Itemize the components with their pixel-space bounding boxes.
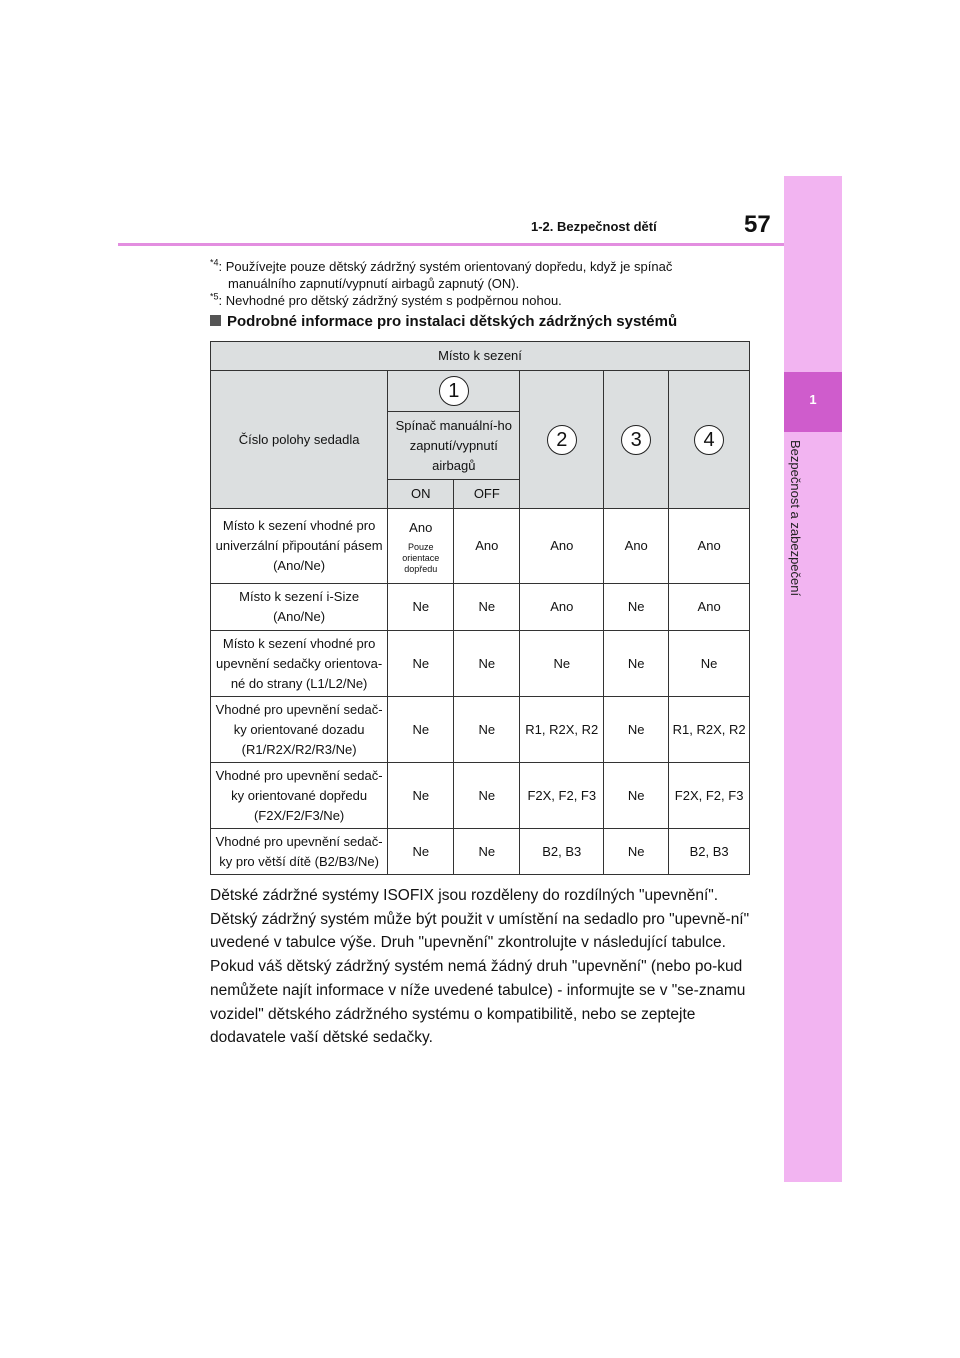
row-label: Vhodné pro upevnění sedač-ky orientované dopředu (F2X/F2/F3/Ne) [211,763,388,829]
cell-p3: Ne [604,697,669,763]
cell-on: Ne [388,829,454,875]
cell-on: Ne [388,697,454,763]
chapter-number: 1 [809,392,817,407]
cell-p4: Ano [669,584,750,631]
body-paragraph: Dětské zádržné systémy ISOFIX jsou rozděleny do rozdílných "upevnění". Dětský zádržný systém může být použit v umístění na sedadlo pro "upevně-ní" uvedené v tabulce výše. Druh "upevnění" zkontrolujte v následující tabulce. Pokud váš dětský zádržný systém nemá žádný druh "upevnění" (nebo po-kud nemůžete najít informace v níže uvedené tabulce) - informujte se v "se-znamu vozidel" dětského zádržného systému o kompatibilitě, nebo se zeptejte dodavatele vaší dětské sedačky. [210,887,750,1047]
off-label: OFF [454,480,520,509]
table-row [211,631,750,697]
cell-off: Ne [454,584,520,631]
cell-on: Ne [388,584,454,631]
cell-on: Ano Pouze orientace dopředu [388,509,454,584]
cell-off: Ne [454,631,520,697]
header-section-title: 1-2. Bezpečnost dětí [531,219,657,234]
cell-p4: Ano [669,509,750,584]
cell-p2: F2X, F2, F3 [520,763,604,829]
table-row [211,584,750,631]
seat-number-label: Číslo polohy sedadla [211,371,388,509]
table-row [211,697,750,763]
row-label: Místo k sezení vhodné pro univerzální připoutání pásem (Ano/Ne) [211,509,388,584]
cell-p2: Ano [520,584,604,631]
table-row [211,829,750,875]
seat-position-header: Místo k sezení [211,342,750,371]
table-row [211,763,750,829]
cell-off: Ne [454,829,520,875]
square-bullet-icon [210,315,221,326]
cell-p4: F2X, F2, F3 [669,763,750,829]
seat-position-table [210,341,750,875]
row-label: Místo k sezení i-Size (Ano/Ne) [211,584,388,631]
cell-p3: Ne [604,631,669,697]
cell-p2: Ne [520,631,604,697]
cell-p4: R1, R2X, R2 [669,697,750,763]
cell-on: Ne [388,631,454,697]
cell-off: Ne [454,763,520,829]
cell-p3: Ne [604,584,669,631]
airbag-switch-label: Spínač manuální-ho zapnutí/vypnutí airbagů [388,412,520,480]
cell-p3: Ne [604,829,669,875]
cell-p3: Ne [604,763,669,829]
footnote-text: : Nevhodné pro dětský zádržný systém s podpěrnou nohou. [218,293,562,309]
cell-note: Pouze orientace dopředu [402,541,440,574]
side-tab [784,176,842,1182]
footnote-text: : Používejte pouze dětský zádržný systém orientovaný dopředu, když je spínač [218,259,673,275]
position-1-icon: 1 [439,376,469,406]
footnote-mark: *4 [210,258,219,268]
footnote-4 [210,255,750,292]
footnote-5 [210,289,750,309]
chapter-title: Bezpečnost a zabezpečení [788,440,803,597]
cell-on: Ne [388,763,454,829]
cell-off: Ne [454,697,520,763]
footnote-text-cont: manuálního zapnutí/vypnutí airbagů zapnutý (ON). [228,276,520,292]
position-2-cell [520,371,604,509]
cell-off: Ano [454,509,520,584]
cell-p2: R1, R2X, R2 [520,697,604,763]
row-label: Místo k sezení vhodné pro upevnění sedačky orientova-né do strany (L1/L2/Ne) [211,631,388,697]
row-label: Vhodné pro upevnění sedač-ky orientované dozadu (R1/R2X/R2/R3/Ne) [211,697,388,763]
position-3-icon: 3 [621,425,651,455]
cell-p4: B2, B3 [669,829,750,875]
cell-p2: Ano [520,509,604,584]
footnote-mark: *5 [210,292,219,302]
row-label: Vhodné pro upevnění sedač-ky pro větší dítě (B2/B3/Ne) [211,829,388,875]
cell-p4: Ne [669,631,750,697]
on-label: ON [388,480,454,509]
section-heading: Podrobné informace pro instalaci dětských zádržných systémů [210,313,677,330]
table-row [211,509,750,584]
position-2-icon: 2 [547,425,577,455]
position-3-cell [604,371,669,509]
position-4-cell [669,371,750,509]
header-divider [118,243,784,246]
page-number: 57 [744,211,771,238]
position-1-cell [388,371,520,412]
cell-p3: Ano [604,509,669,584]
cell-p2: B2, B3 [520,829,604,875]
position-4-icon: 4 [694,425,724,455]
